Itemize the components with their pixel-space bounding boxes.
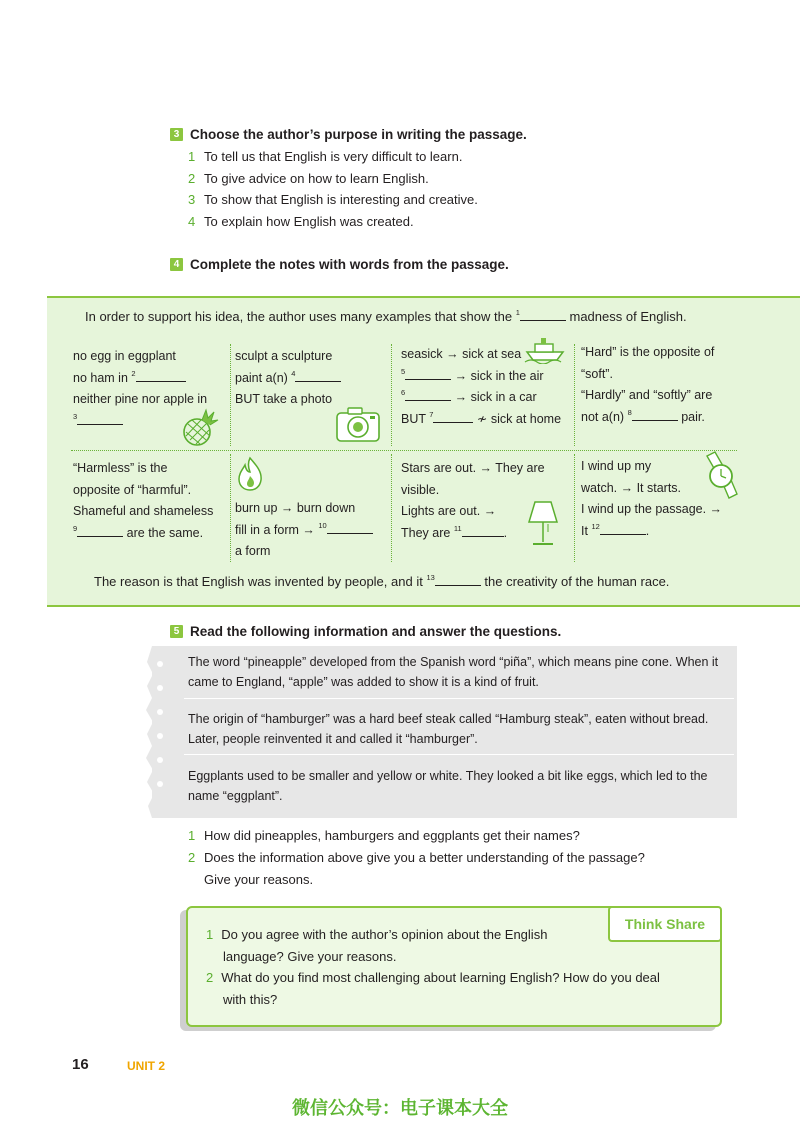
note-line: neither pine nor apple in [73,392,208,406]
blank-6[interactable] [405,400,451,401]
blank-1[interactable] [520,320,566,321]
note-line: “Hardly” and “softly” are [581,388,713,402]
blank-13[interactable] [435,585,481,586]
blank-3[interactable] [77,424,123,425]
note-line: sculpt a sculpture [235,349,333,363]
blank-number: 8 [627,407,632,417]
note-cell-hardly [581,342,714,428]
blank-number: 11 [453,523,462,533]
unit-label: UNIT 2 [127,1059,166,1073]
note-line: It [581,523,588,538]
torn-edge [144,646,168,818]
think-share-badge: Think Share [608,906,722,942]
item-number: 1 [206,927,214,942]
info-hamburger: The origin of “hamburger” was a hard beef steak called “Hamburg steak”, eaten without bread. Later, people reinvented it and called it “hamburger”. [188,712,709,746]
note-cell-stars [401,458,545,544]
note-line: visible. [401,482,440,497]
blank-4[interactable] [295,381,341,382]
note-line: “soft”. [581,366,613,381]
blank-2[interactable] [136,381,186,382]
q3-option-3[interactable] [188,192,478,207]
note-line: BUT [401,411,426,426]
q5-title: Read the following information and answer the questions. [190,624,562,639]
option-text: To tell us that English is very difficult to learn. [204,149,463,164]
blank-number: 2 [131,368,136,378]
think-share-box [186,906,722,1027]
note-line: “Hard” is the opposite of [581,345,715,359]
watermark-text: 微信公众号：电子课本大全 [292,1098,508,1118]
option-text: To explain how English was created. [204,214,414,229]
lamp-icon [527,498,559,550]
info-pineapple: The word “pineapple” developed from the Spanish word “piña”, which means pine cone. When it came to England, “apple” was added to show it is a kind of fruit. [188,655,719,689]
note-line: not a(n) [581,409,625,424]
note-line: Lights are out. → [401,504,497,518]
info-eggplant: Eggplants used to be smaller and yellow or white. They looked a bit like eggs, which led to the name “eggplant”. [188,769,708,803]
note-line: ≁ sick at home [476,411,562,426]
blank-12[interactable] [600,534,646,535]
blank-5[interactable] [405,379,451,380]
note-line: fill in a form → [235,522,315,537]
pineapple-icon [178,406,220,448]
item-text: Do you agree with the author’s opinion about the English [221,927,548,942]
note-line: opposite of “harmful”. [73,482,192,497]
note-line: Stars are out. → They are [401,461,545,475]
q3-number: 3 [170,128,183,141]
blank-number: 6 [401,388,406,397]
item-number: 2 [206,970,214,985]
note-line: I wind up the passage. → [581,502,723,516]
q3-option-1[interactable] [188,149,462,164]
note-line: seasick → sick at sea [401,347,522,361]
note-line: paint a(n) [235,370,288,385]
note-line: are the same. [126,525,204,540]
option-number: 1 [188,149,196,164]
q4-heading [170,257,509,272]
intro-text: In order to support his idea, the author uses many examples that show the [85,309,513,324]
blank-11[interactable] [462,536,504,537]
divider [574,454,575,562]
q4-number: 4 [170,258,183,271]
think-share-item-1 [206,924,547,967]
question-text: Does the information above give you a better understanding of the passage? [204,850,645,865]
watch-icon [699,450,739,500]
note-cell-sculpture [235,346,341,411]
note-line: . [645,523,650,538]
note-line: . [503,525,508,540]
q3-option-2[interactable] [188,171,429,186]
question-text: How did pineapples, hamburgers and eggplants get their names? [204,828,580,843]
blank-number: 9 [73,523,78,533]
q3-title: Choose the author’s purpose in writing the passage. [190,127,527,142]
divider [71,450,737,451]
option-number: 4 [188,214,196,229]
note-line: no ham in [73,370,128,385]
notes-outro [94,571,669,593]
option-number: 2 [188,171,196,186]
blank-number: 10 [318,520,327,530]
note-line: a form [235,544,271,558]
blank-9[interactable] [77,536,123,537]
note-line: Shameful and shameless [73,504,214,518]
divider [230,454,231,562]
option-number: 3 [188,192,196,207]
note-line: I wind up my [581,459,652,473]
blank-8[interactable] [632,420,678,421]
q5-question-2 [188,850,645,865]
outro-text-end: the creativity of the human race. [484,574,670,589]
note-line: watch. → It starts. [581,480,682,495]
divider [184,754,734,755]
divider [574,344,575,446]
divider [184,698,734,699]
item-text-cont: language? Give your reasons. [223,948,397,964]
question-number: 1 [188,828,196,843]
note-cell-burn [235,498,373,563]
q4-title: Complete the notes with words from the passage. [190,257,509,272]
blank-number: 13 [426,573,435,582]
camera-icon [334,404,382,444]
blank-number: 1 [515,308,520,317]
notes-intro [85,306,687,328]
note-line: They are [401,525,451,540]
divider [391,344,392,446]
divider [391,454,392,562]
note-line: burn up → burn down [235,501,356,515]
question-number: 2 [188,850,196,865]
blank-10[interactable] [327,533,373,534]
blank-number: 5 [401,366,406,376]
ship-icon [523,334,567,364]
option-text: To show that English is interesting and creative. [204,192,478,207]
fire-icon [235,456,265,492]
intro-text-end: madness of English. [569,309,687,324]
item-text: What do you find most challenging about learning English? How do you deal [221,970,660,985]
q5-question-1 [188,828,580,843]
note-cell-harmless [73,458,213,544]
page-number: 16 [72,1056,89,1073]
q5-question-2-cont: Give your reasons. [204,872,314,887]
note-line: no egg in eggplant [73,349,176,363]
item-text-cont: with this? [223,991,278,1007]
q5-number: 5 [170,625,183,638]
note-line: → sick in a car [454,390,537,404]
note-line: BUT take a photo [235,392,333,406]
notes-box [47,296,800,607]
note-line: “Harmless” is the [73,461,168,475]
q3-option-4[interactable] [188,214,414,229]
note-line: → sick in the air [454,368,544,383]
q3-heading [170,127,527,142]
note-line: pair. [681,409,705,424]
option-text: To give advice on how to learn English. [204,171,429,186]
q5-heading [170,624,561,639]
blank-7[interactable] [433,422,473,423]
info-panel [152,646,737,818]
blank-number: 7 [429,409,434,419]
divider [230,344,231,446]
think-share-item-2 [206,967,660,1010]
outro-text: The reason is that English was invented by people, and it [94,574,423,589]
blank-number: 3 [73,411,78,421]
blank-number: 4 [291,368,296,378]
blank-number: 12 [591,521,600,531]
